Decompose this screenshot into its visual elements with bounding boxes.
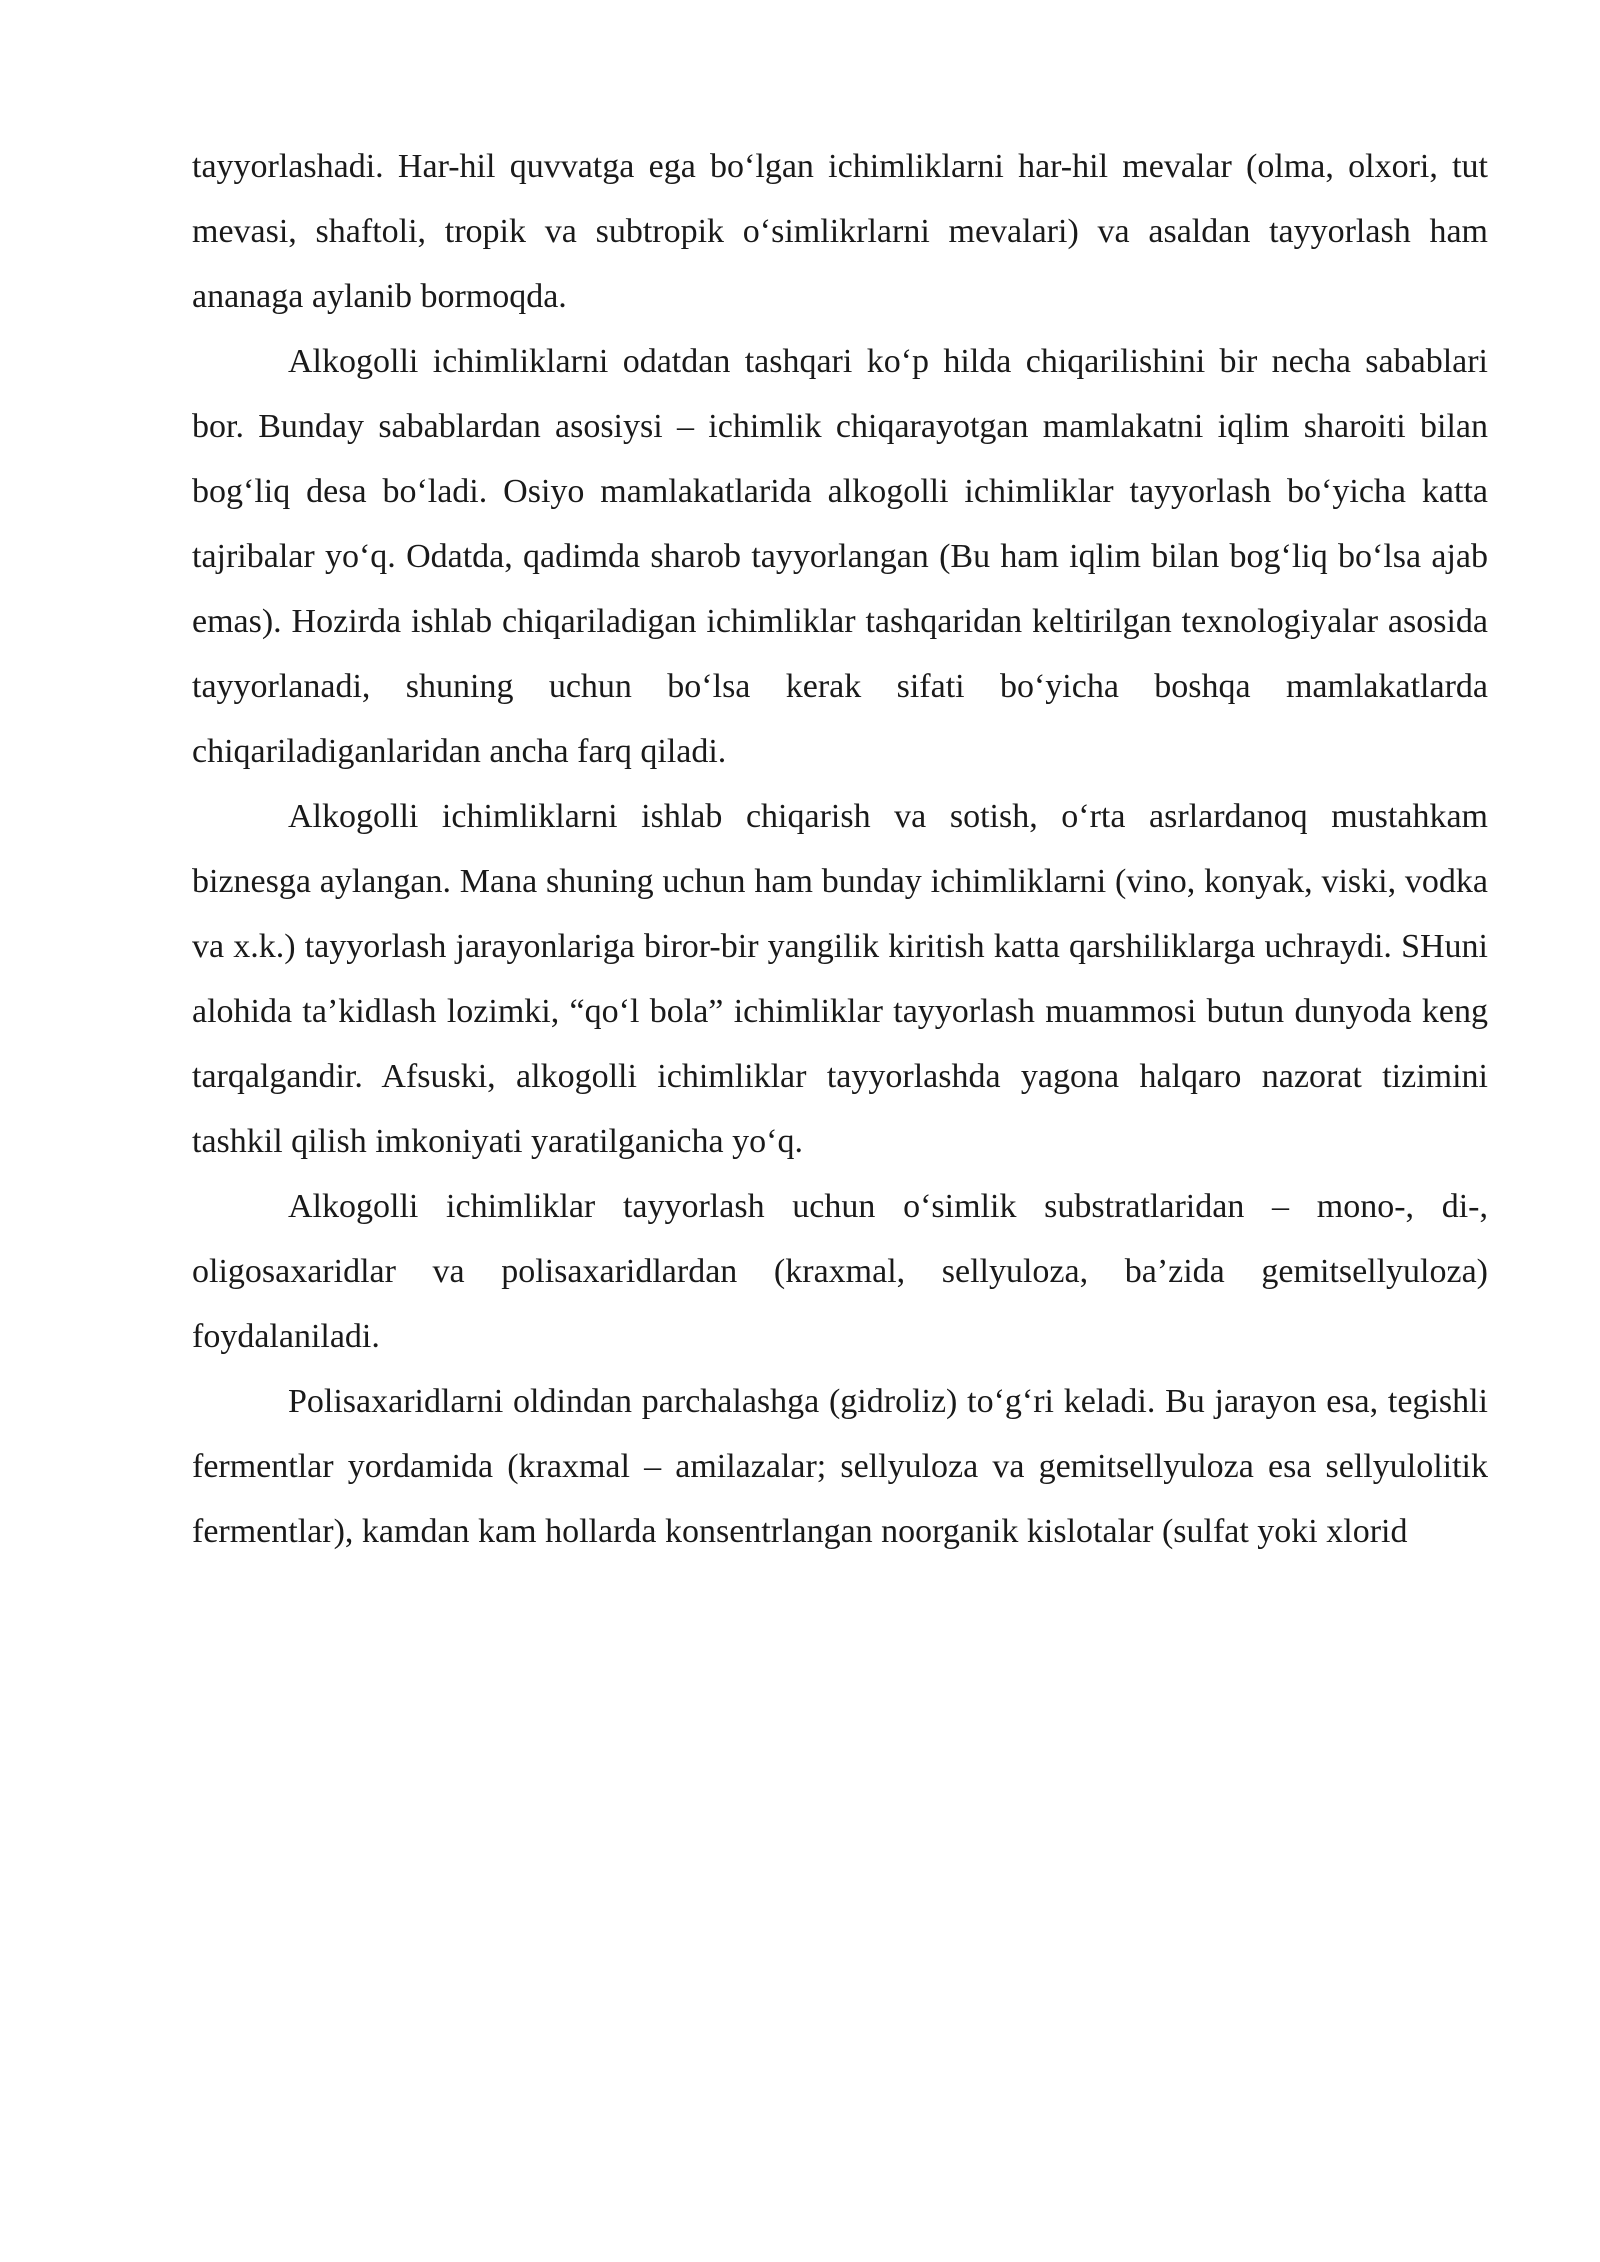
paragraph-reasons: Alkogolli ichimliklarni odatdan tashqari ko‘p hilda chiqarilishini bir necha sabablari bor. Bunday sabablardan asosiysi – ichimlik chiqarayotgan mamlakatni iqlim sharoiti bilan bog‘liq desa bo‘ladi. Osiyo mamlakatlarida alkogolli ichimliklar tayyorlash bo‘yicha katta tajribalar yo‘q. Odatda, qadimda sharob tayyorlangan (Bu ham iqlim bilan bog‘liq bo‘lsa ajab emas). Hozirda ishlab chiqariladigan ichimliklar tashqaridan keltirilgan texnologiyalar asosida tayyorlanadi, shuning uchun bo‘lsa kerak sifati bo‘yicha boshqa mamlakatlarda chiqariladiganlaridan ancha farq qiladi. <box>192 343 1488 770</box>
paragraph-business: Alkogolli ichimliklarni ishlab chiqarish va sotish, o‘rta asrlardanoq mustahkam biznesga aylangan. Mana shuning uchun ham bunday ichimliklarni (vino, konyak, viski, vodka va x.k.) tayyorlash jarayonlariga biror-bir yangilik kiritish katta qarshiliklarga uchraydi. SHuni alohida ta’kidlash lozimki, “qo‘l bola” ichimliklar tayyorlash muammosi butun dunyoda keng tarqalgandir. Afsuski, alkogolli ichimliklar tayyorlashda yagona halqaro nazorat tizimini tashkil qilish imkoniyati yaratilganicha yo‘q. <box>192 798 1488 1160</box>
paragraph-hydrolysis: Polisaxaridlarni oldindan parchalashga (gidroliz) to‘g‘ri keladi. Bu jarayon esa, tegishli fermentlar yordamida (kraxmal – amilazalar; sellyuloza va gemitsellyuloza esa sellyulolitik fermentlar), kamdan kam hollarda konsentrlangan noorganik kislotalar (sulfat yoki xlorid <box>192 1383 1488 1550</box>
document-body <box>192 134 1488 1564</box>
paragraph-continuation: tayyorlashadi. Har-hil quvvatga ega bo‘lgan ichimliklarni har-hil mevalar (olma, olxori, tut mevasi, shaftoli, tropik va subtropik o‘simlikrlarni mevalari) va asaldan tayyorlash ham ananaga aylanib bormoqda. <box>192 148 1488 315</box>
paragraph-substrates: Alkogolli ichimliklar tayyorlash uchun o‘simlik substratlaridan – mono-, di-, oligosaxaridlar va polisaxaridlardan (kraxmal, sellyuloza, ba’zida gemitsellyuloza) foydalaniladi. <box>192 1188 1488 1355</box>
